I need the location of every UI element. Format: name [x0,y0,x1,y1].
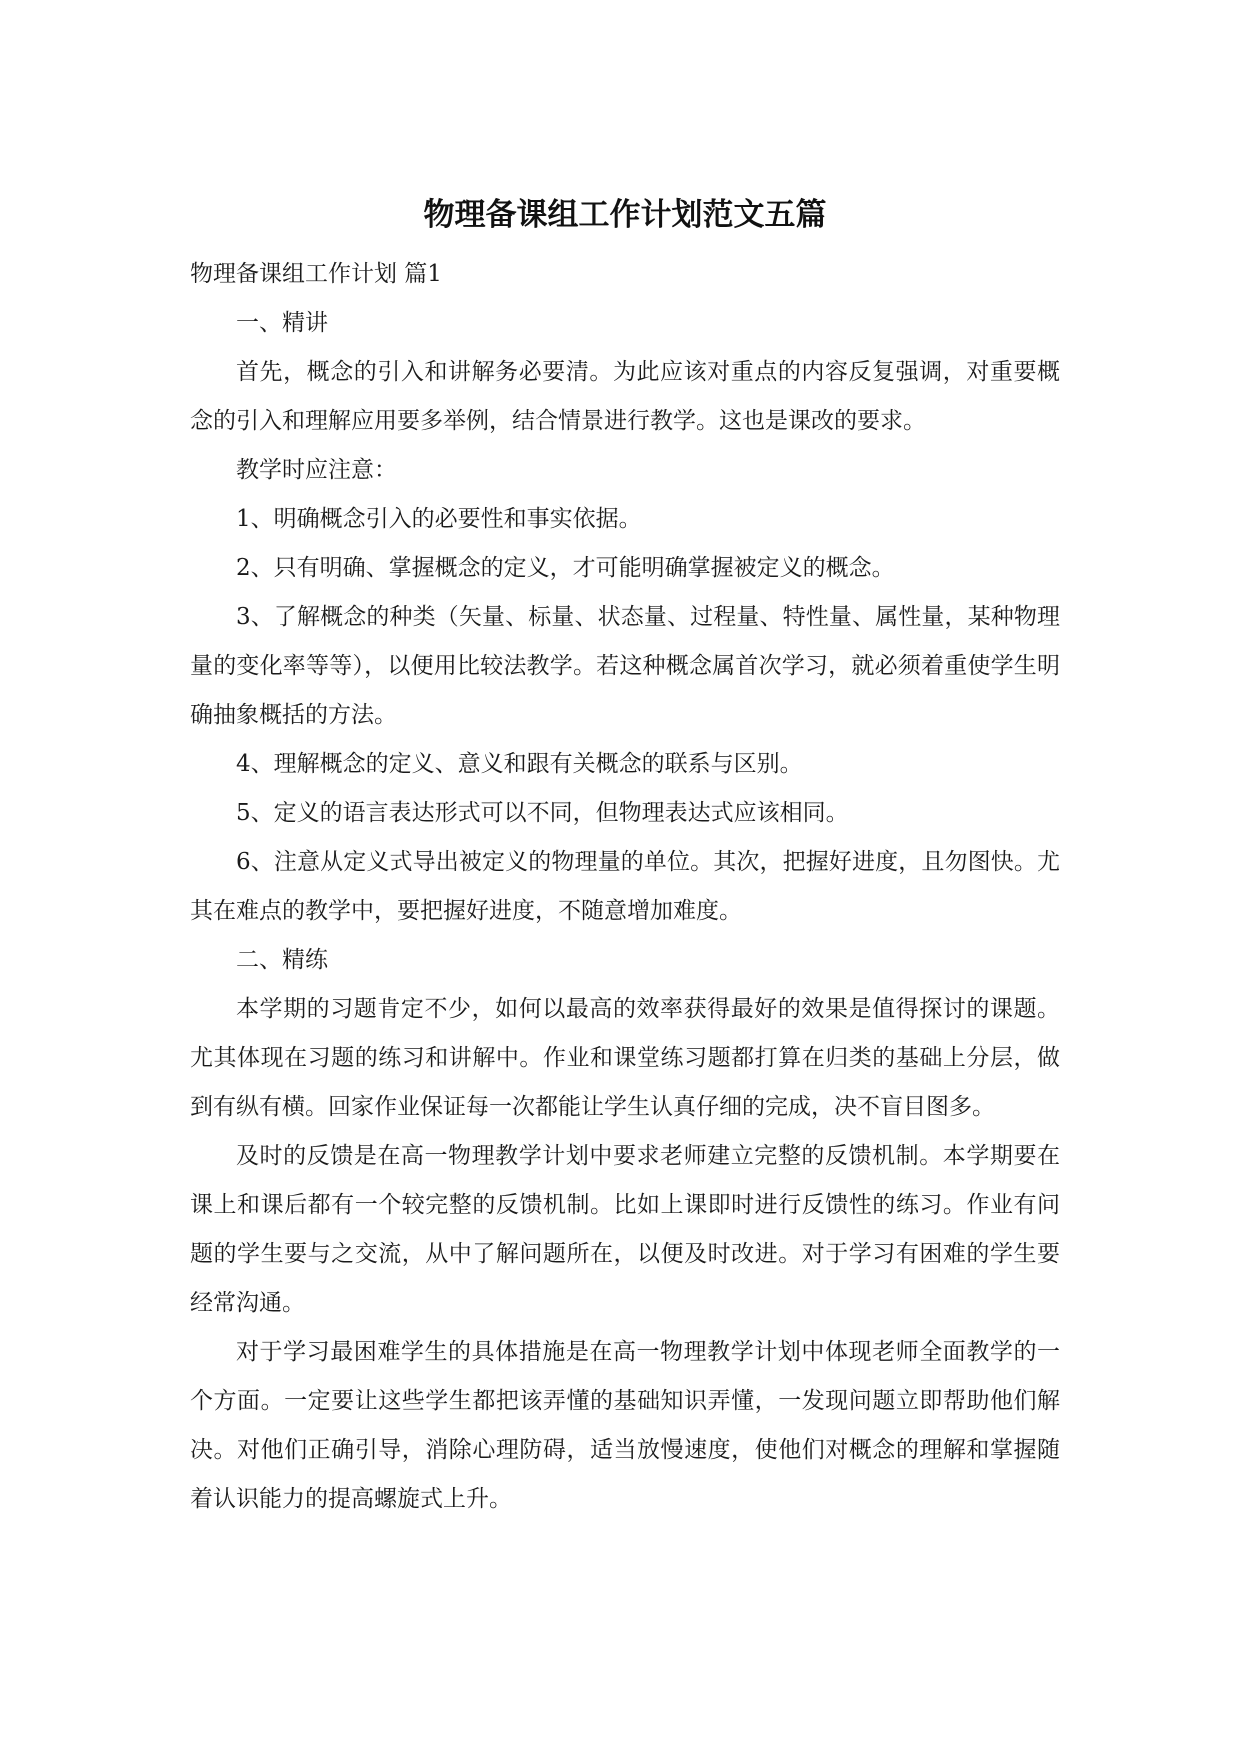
paragraph: 及时的反馈是在高一物理教学计划中要求老师建立完整的反馈机制。本学期要在课上和课后都有一个较完整的反馈机制。比如上课即时进行反馈性的练习。作业有问题的学生要与之交流，从中了解问题所在，以便及时改进。对于学习有困难的学生要经常沟通。 [190,1143,1060,1316]
paragraph: 教学时应注意： [236,457,397,483]
list-item: 6、注意从定义式导出被定义的物理量的单位。其次，把握好进度，且勿图快。尤其在难点的教学中，要把握好进度，不随意增加难度。 [190,849,1060,924]
section-subtitle: 物理备课组工作计划 篇1 [190,261,442,287]
list-item: 5、定义的语言表达形式可以不同，但物理表达式应该相同。 [236,800,849,826]
list-item: 1、明确概念引入的必要性和事实依据。 [236,506,642,532]
heading-jinglian: 二、精练 [236,947,328,973]
paragraph: 首先，概念的引入和讲解务必要清。为此应该对重点的内容反复强调，对重要概念的引入和理解应用要多举例，结合情景进行教学。这也是课改的要求。 [190,359,1060,434]
document-body [190,190,1060,1524]
heading-jingjiang: 一、精讲 [236,310,328,336]
list-item: 3、了解概念的种类（矢量、标量、状态量、过程量、特性量、属性量，某种物理量的变化率等等），以便用比较法教学。若这种概念属首次学习，就必须着重使学生明确抽象概括的方法。 [190,604,1060,728]
list-item: 4、理解概念的定义、意义和跟有关概念的联系与区别。 [236,751,803,777]
document-title: 物理备课组工作计划范文五篇 [423,197,827,233]
paragraph: 对于学习最困难学生的具体措施是在高一物理教学计划中体现老师全面教学的一个方面。一定要让这些学生都把该弄懂的基础知识弄懂，一发现问题立即帮助他们解决。对他们正确引导，消除心理防碍，适当放慢速度，使他们对概念的理解和掌握随着认识能力的提高螺旋式上升。 [190,1339,1060,1512]
list-item: 2、只有明确、掌握概念的定义，才可能明确掌握被定义的概念。 [236,555,895,581]
paragraph: 本学期的习题肯定不少，如何以最高的效率获得最好的效果是值得探讨的课题。尤其体现在习题的练习和讲解中。作业和课堂练习题都打算在归类的基础上分层，做到有纵有横。回家作业保证每一次都能让学生认真仔细的完成，决不盲目图多。 [190,996,1060,1120]
